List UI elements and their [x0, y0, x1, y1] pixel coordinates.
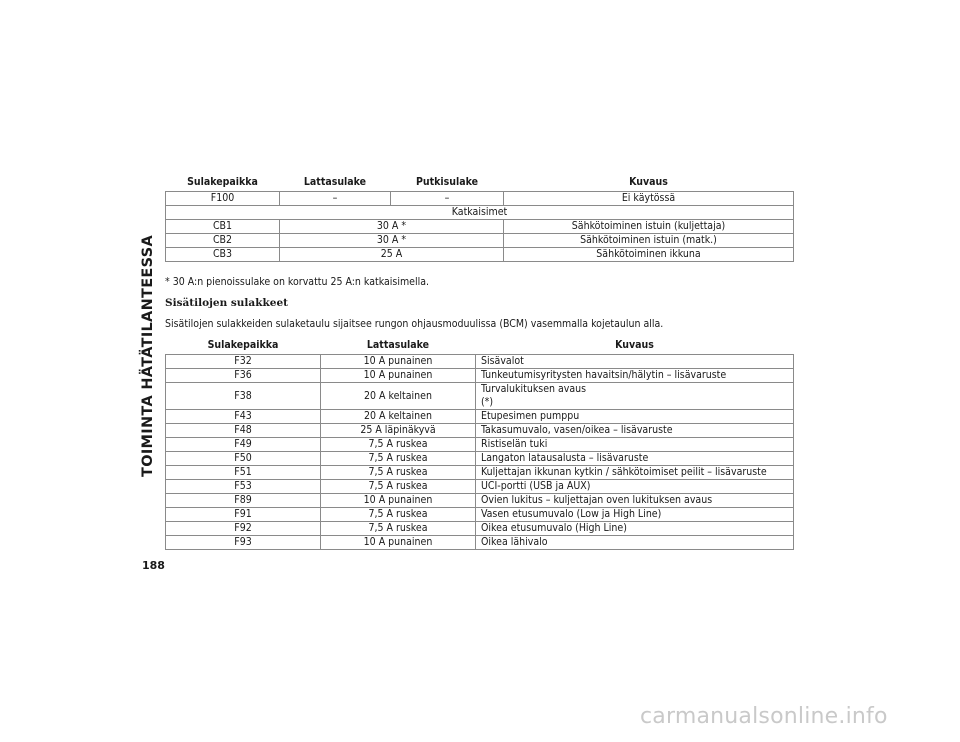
cell-slot: F38 [166, 383, 321, 410]
table-row [166, 466, 794, 480]
cell-desc [476, 480, 794, 494]
cell-desc-text: Oikea etusumuvalo (High Line) [481, 522, 627, 534]
table-row [166, 424, 794, 438]
table-row [166, 536, 794, 550]
page-number: 188 [142, 559, 165, 572]
column-header: Kuvaus [476, 337, 794, 355]
body-paragraph: Sisätilojen sulakkeiden sulaketaulu sijaitsee rungon ohjausmoduulissa (BCM) vasemmalla kojetaulun alla. [165, 318, 664, 330]
cell-cartridge: – [391, 192, 504, 206]
cell-blade: 10 A punainen [321, 369, 476, 383]
cell-desc [476, 508, 794, 522]
cell-desc-text: Tunkeutumisyritysten havaitsin/hälytin – lisävaruste [481, 369, 727, 381]
column-header: Putkisulake [391, 174, 504, 192]
cell-desc-text: Sisävalot [481, 355, 524, 367]
cell-rating: 25 A [280, 248, 504, 262]
cell-desc-text: Langaton latausalusta – lisävaruste [481, 452, 649, 464]
table-row [166, 355, 794, 369]
table-row [166, 494, 794, 508]
cell-slot: CB1 [166, 220, 280, 234]
cell-desc [476, 383, 794, 410]
table-row [166, 192, 794, 206]
cell-desc [476, 410, 794, 424]
cell-blade: 20 A keltainen [321, 410, 476, 424]
cell-blade: – [280, 192, 391, 206]
cell-blade: 20 A keltainen [321, 383, 476, 410]
cell-desc [476, 355, 794, 369]
cell-desc-text-line2: (*) [481, 396, 494, 408]
cell-slot: F51 [166, 466, 321, 480]
cell-blade: 7,5 A ruskea [321, 452, 476, 466]
cell-desc: Sähkötoiminen istuin (matk.) [504, 234, 794, 248]
cell-slot: F100 [166, 192, 280, 206]
table-row [166, 438, 794, 452]
cell-slot: F36 [166, 369, 321, 383]
cell-blade: 7,5 A ruskea [321, 438, 476, 452]
side-section-title-text: TOIMINTA HÄTÄTILANTEESSA [140, 235, 157, 477]
table-row [166, 452, 794, 466]
cell-rating: 30 A * [280, 220, 504, 234]
table-row [166, 234, 794, 248]
cell-slot: F49 [166, 438, 321, 452]
cell-slot: CB2 [166, 234, 280, 248]
cell-slot: F50 [166, 452, 321, 466]
table-row [166, 383, 794, 410]
cell-blade: 7,5 A ruskea [321, 466, 476, 480]
table-row [166, 410, 794, 424]
cell-desc-text: Kuljettajan ikkunan kytkin / sähkötoimiset peilit – lisävaruste [481, 466, 767, 478]
cell-blade: 10 A punainen [321, 355, 476, 369]
cell-rating: 30 A * [280, 234, 504, 248]
cell-blade: 10 A punainen [321, 494, 476, 508]
cell-slot: F32 [166, 355, 321, 369]
cell-slot: F53 [166, 480, 321, 494]
cell-desc [476, 494, 794, 508]
cell-desc [476, 536, 794, 550]
cell-slot: F91 [166, 508, 321, 522]
cell-desc-text: Oikea lähivalo [481, 536, 548, 548]
table-row [166, 369, 794, 383]
column-header: Lattasulake [321, 337, 476, 355]
table-header-row [166, 174, 794, 192]
cell-desc [476, 466, 794, 480]
cell-slot: F92 [166, 522, 321, 536]
cell-blade: 7,5 A ruskea [321, 522, 476, 536]
cell-slot: F93 [166, 536, 321, 550]
side-section-title [136, 176, 160, 536]
fuse-table-breakers [165, 174, 794, 262]
cell-desc-text: Etupesimen pumppu [481, 410, 580, 422]
column-header: Sulakepaikka [166, 337, 321, 355]
cell-desc-text: Ovien lukitus – kuljettajan oven lukituksen avaus [481, 494, 713, 506]
cell-desc [476, 369, 794, 383]
table-row [166, 248, 794, 262]
cell-blade: 7,5 A ruskea [321, 508, 476, 522]
table-section-row [166, 206, 794, 220]
cell-blade: 7,5 A ruskea [321, 480, 476, 494]
cell-desc-text: Ristiselän tuki [481, 438, 548, 450]
cell-slot: F89 [166, 494, 321, 508]
cell-desc: Ei käytössä [504, 192, 794, 206]
column-header: Sulakepaikka [166, 174, 280, 192]
cell-blade: 25 A läpinäkyvä [321, 424, 476, 438]
table-header-row [166, 337, 794, 355]
cell-desc: Sähkötoiminen ikkuna [504, 248, 794, 262]
cell-slot: CB3 [166, 248, 280, 262]
cell-desc-text: Turvalukituksen avaus [481, 383, 587, 395]
cell-desc-text: UCI-portti (USB ja AUX) [481, 480, 591, 492]
cell-desc [476, 438, 794, 452]
cell-blade: 10 A punainen [321, 536, 476, 550]
footnote: * 30 A:n pienoissulake on korvattu 25 A:n katkaisimella. [165, 276, 429, 288]
cell-desc [476, 452, 794, 466]
table-row [166, 480, 794, 494]
fuse-table-interior [165, 337, 794, 550]
table-row [166, 508, 794, 522]
cell-desc-text: Vasen etusumuvalo (Low ja High Line) [481, 508, 662, 520]
column-header: Kuvaus [504, 174, 794, 192]
column-header: Lattasulake [280, 174, 391, 192]
cell-slot: F48 [166, 424, 321, 438]
cell-desc [476, 522, 794, 536]
cell-slot: F43 [166, 410, 321, 424]
table-row [166, 522, 794, 536]
table-row [166, 220, 794, 234]
watermark-text: carmanualsonline.info [640, 704, 888, 729]
section-label: Katkaisimet [166, 206, 794, 220]
section-heading: Sisätilojen sulakkeet [165, 297, 288, 309]
cell-desc-text: Takasumuvalo, vasen/oikea – lisävaruste [481, 424, 673, 436]
cell-desc [476, 424, 794, 438]
cell-desc: Sähkötoiminen istuin (kuljettaja) [504, 220, 794, 234]
